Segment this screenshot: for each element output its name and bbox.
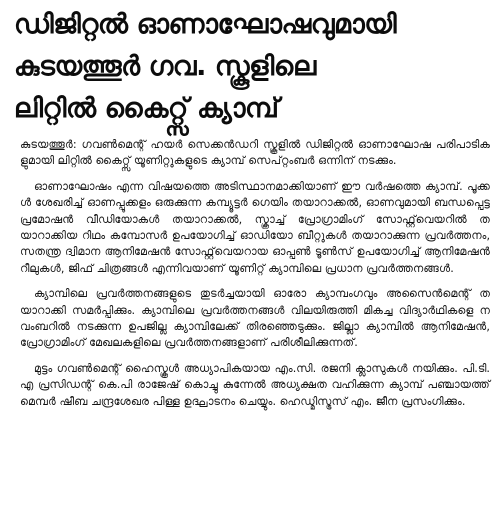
article-paragraph-2: ഓണാഘോഷം എന്ന വിഷയത്തെ അടിസ്ഥാനമാക്കിയാണ് ഈ വർഷത്തെ ക്യാമ്പ്. പൂക്കൾ ശേഖരിച്ച് ഓണപ്പൂക്കളം ഒരുക്കുന്ന കമ്പ്യൂട്ടർ ഗെയിം തയാറാക്കൽ, ഓണവുമായി ബന്ധപ്പെട്ട പ്രമോഷൻ വീഡിയോകൾ തയാറാക്കൽ, സ്ക്രാച്ച് പ്രോഗ്രാമിംഗ് സോഫ്റ്റ്‌വെയറിൽ തയാറാക്കിയ റിഥം കമ്പോസർ ഉപയോഗിച്ച് ഓഡിയോ ബീറ്റുകൾ തയാറാക്കുന്ന പ്രവർത്തനം, സതന്ത്ര ദ്വിമാന ആനിമേഷൻ സോഫ്റ്റ്‌വെയറായ ഓപ്പൺ ടൂൺസ് ഉപയോഗിച്ച് ആനിമേഷൻ റീലുകൾ, ജിഫ് ചിത്രങ്ങൾ എന്നിവയാണ് യൂണിറ്റ് ക്യാമ്പിലെ പ്രധാന പ്രവർത്തനങ്ങൾ.: [20, 179, 490, 275]
article-paragraph-4: മുട്ടം ഗവൺമെന്റ് ഹൈസ്കൂൾ അധ്യാപികയായ എം.സി. രജനി ക്ലാസുകൾ നയിക്കും. പി.ടി.എ പ്രസിഡന്റ് കെ.പി രാജേഷ് കൊച്ചു കുന്നേൽ അധ്യക്ഷത വഹിക്കുന്ന ക്യാമ്പ് പഞ്ചായത്ത് മെമ്പർ ഷീബ ചന്ദ്രശേഖര പിള്ള ഉദ്ഘാടനം ചെയ്യും. ഹെഡ്മിസ്ട്രസ് എം. ജീന പ്രസംഗിക്കും.: [20, 361, 490, 408]
headline-line-1: ഡിജിറ്റൽ ഓണാഘോഷവുമായി: [14, 9, 397, 40]
article-body: [20, 137, 490, 419]
headline-line-2: കുടയത്തൂർ ഗവ. സ്കൂളിലെ: [14, 51, 316, 82]
article-headline: [14, 4, 490, 130]
article-paragraph-3: ക്യാമ്പിലെ പ്രവർത്തനങ്ങളുടെ തുടർച്ചയായി ഓരോ ക്യാമ്പംഗവും അസൈൻമെന്റ് തയാറാക്കി സമർപ്പിക്കും. ക്യാമ്പിലെ പ്രവർത്തനങ്ങൾ വിലയിരുത്തി മികച്ച വിദ്യാർഥികളെ നവംബറിൽ നടക്കുന്ന ഉപജില്ല ക്യാമ്പിലേക്ക് തിരഞ്ഞെടുക്കും. ജില്ലാ ക്യാമ്പിൽ ആനിമേഷൻ, പ്രോഗ്രാമിംഗ് മേഖലകളിലെ പ്രവർത്തനങ്ങളാണ് പരിശീലിക്കുന്നത്.: [20, 287, 490, 350]
headline-line-3: ലിറ്റിൽ കൈറ്റ്സ് ക്യാമ്പ്: [14, 93, 279, 124]
article-paragraph-1: കുടയത്തൂർ: ഗവൺമെന്റ് ഹയർ സെക്കൻഡറി സ്കൂളിൽ ഡിജിറ്റൽ ഓണാഘോഷ പരിപാടികളുമായി ലിറ്റിൽ കൈറ്റ്സ് യൂണിറ്റുകളുടെ ക്യാമ്പ് സെപ്റ്റംബർ ഒന്നിന് നടക്കും.: [20, 138, 490, 168]
